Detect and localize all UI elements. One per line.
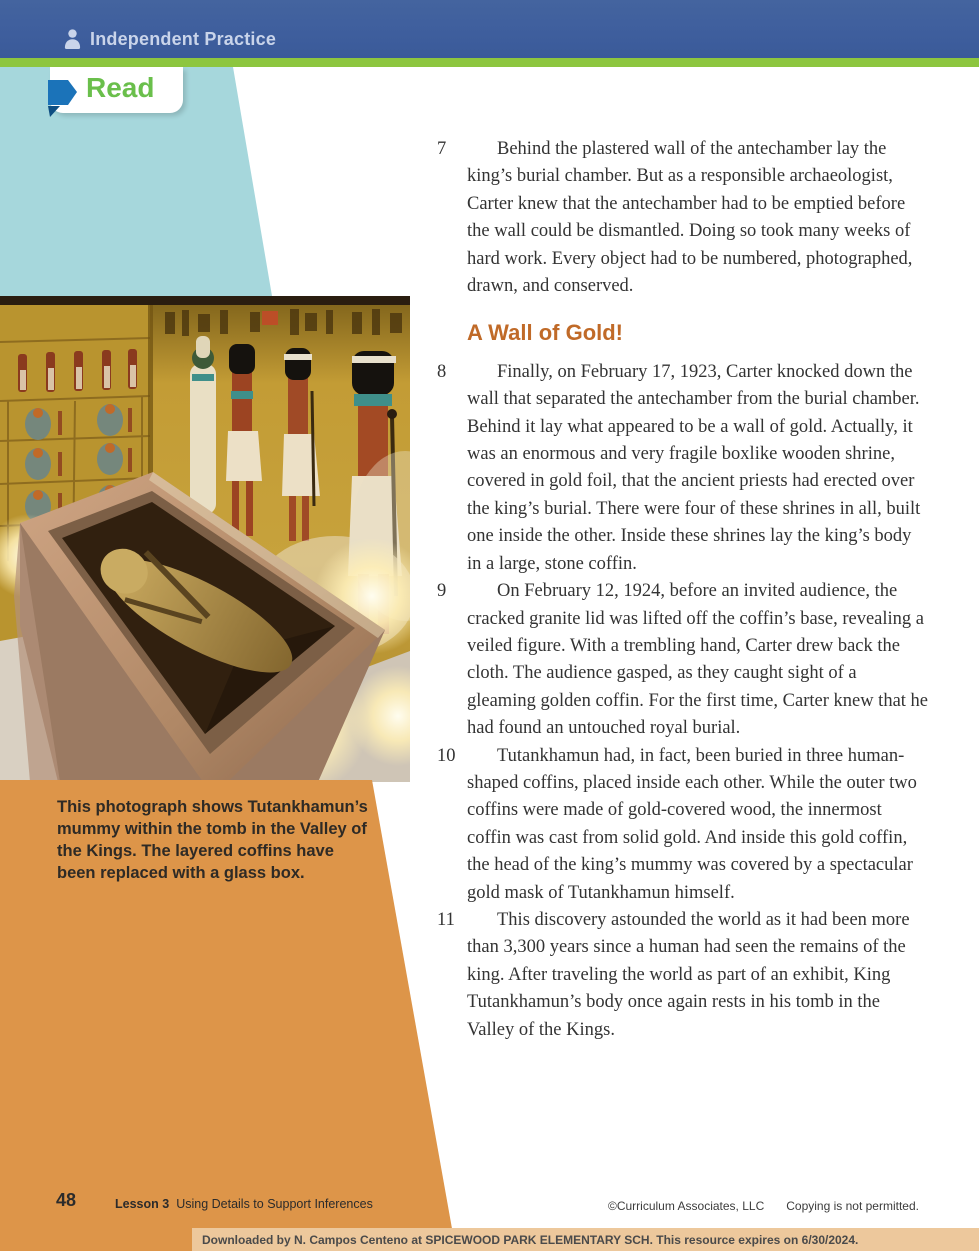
- page-number: 48: [56, 1190, 77, 1210]
- paragraph-text: Finally, on February 17, 1923, Carter knocked down the wall that separated the antechamber from the burial chamber. Behind it lay what appeared to be a wall of gold. Actually, it was an enormous and very fragile boxlike wooden shrine, covered in gold foil, that the ancient priests had erected over the king’s burial. There were four of these shrines in all, built one inside the other. Inside these shrines lay the king’s body in a large, stone coffin.: [467, 361, 921, 574]
- person-icon: [64, 29, 81, 50]
- copyright: [608, 1199, 919, 1213]
- green-stripe: [0, 58, 979, 67]
- paragraph-number: 11: [437, 909, 455, 930]
- lesson-label: Lesson 3: [115, 1197, 170, 1211]
- passage-blocks: [437, 136, 929, 1044]
- paragraph-text: Tutankhamun had, in fact, been buried in three human-shaped coffins, placed inside each other. While the outer two coffins were made of gold-covered wood, the innermost coffin was cast from solid gold. And inside this gold coffin, the head of the king’s mummy was covered by a spectacular gold mask of Tutankhamun himself.: [467, 745, 917, 903]
- tomb-photo: [0, 296, 410, 782]
- paragraph-number: 7: [437, 139, 447, 159]
- paragraph-text: On February 12, 1924, before an invited audience, the cracked granite lid was lifted off the coffin’s base, revealing a veiled figure. With a trembling hand, Carter drew back the cloth. The audience gasped, as they caught sight of a gleaming golden coffin. For the first time, Carter knew that he had found an untouched royal burial.: [467, 581, 929, 739]
- read-label: Read: [86, 72, 155, 103]
- photo-caption: This photograph shows Tutankhamun’s mummy within the tomb in the Valley of the Kings. The layered coffins have been replaced with a glass box.: [57, 798, 368, 882]
- lesson-info: [115, 1197, 373, 1211]
- read-badge: [50, 67, 183, 113]
- header-inner: [64, 29, 276, 50]
- passage-paragraph: [437, 359, 929, 578]
- header-bar: [0, 0, 979, 58]
- passage-paragraph: [437, 136, 929, 300]
- tomb-photo-illustration: [0, 296, 410, 782]
- paragraph-number: 8: [437, 361, 447, 382]
- passage-paragraph: [437, 907, 929, 1044]
- passage-heading: A Wall of Gold!: [467, 320, 624, 346]
- read-flag-icon: [46, 76, 82, 123]
- passage-paragraph: [437, 578, 929, 742]
- copy-notice: Copying is not permitted.: [786, 1199, 919, 1213]
- paragraph-number: 10: [437, 745, 456, 766]
- lesson-title: Using Details to Support Inferences: [176, 1197, 373, 1211]
- download-text: Downloaded by N. Campos Centeno at SPICEWOOD PARK ELEMENTARY SCH. This resource expires on 6/30/2024.: [202, 1233, 859, 1247]
- paragraph-text: Behind the plastered wall of the antechamber lay the king’s burial chamber. But as a responsible archaeologist, Carter knew that the antechamber had to be emptied before the wall could be dismantled. Doing so took many weeks of hard work. Every object had to be numbered, photographed, drawn, and conserved.: [467, 139, 913, 297]
- download-bar: [192, 1228, 979, 1251]
- paragraph-number: 9: [437, 581, 447, 602]
- header-label: Independent Practice: [90, 29, 277, 49]
- copyright-text: ©Curriculum Associates, LLC: [608, 1199, 765, 1213]
- passage-paragraph: [437, 743, 929, 907]
- paragraph-text: This discovery astounded the world as it had been more than 3,300 years since a human had seen the remains of the king. After traveling the world as part of an exhibit, King Tutankhamun’s body once again rests in his tomb in the Valley of the Kings.: [467, 909, 910, 1040]
